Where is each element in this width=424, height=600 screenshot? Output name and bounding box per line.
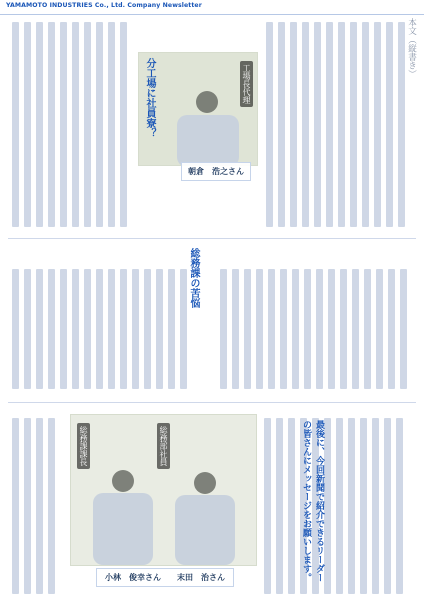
text-placeholder <box>120 22 127 227</box>
text-placeholder <box>290 22 297 227</box>
bottom-left-text-column <box>10 414 66 599</box>
text-placeholder <box>84 269 91 389</box>
text-placeholder <box>288 418 295 594</box>
section-divider <box>8 238 416 239</box>
photo-person-shirt <box>177 115 239 166</box>
body-note: 本文（縦書き） <box>406 18 417 79</box>
text-placeholder <box>220 269 227 389</box>
photo-person-head-left <box>112 470 134 492</box>
text-placeholder <box>96 269 103 389</box>
text-placeholder <box>314 22 321 227</box>
newsletter-brand: YAMAMOTO INDUSTRIES Co., Ltd. Company Newsletter <box>6 2 202 9</box>
bottom-right-text-column <box>260 414 416 599</box>
text-placeholder <box>132 269 139 389</box>
text-placeholder <box>12 269 19 389</box>
text-placeholder <box>374 22 381 227</box>
photo-role-tag: 工場長代理 <box>240 61 253 107</box>
text-placeholder <box>84 22 91 227</box>
text-placeholder <box>256 269 263 389</box>
text-placeholder <box>292 269 299 389</box>
section-heading-top-left: 分工場に社員寮？ <box>144 58 155 138</box>
text-placeholder <box>264 418 271 594</box>
text-placeholder <box>48 22 55 227</box>
text-placeholder <box>108 22 115 227</box>
photo-role-tag-right: 総務部社員 <box>157 423 170 469</box>
text-placeholder <box>108 269 115 389</box>
text-placeholder <box>336 418 343 594</box>
text-placeholder <box>278 22 285 227</box>
text-placeholder <box>280 269 287 389</box>
section-divider <box>8 402 416 403</box>
section-heading-bottom-right: 最後に、今回新聞で紹介できるリーダーの皆さんにメッセージをお願いします。 <box>301 420 324 582</box>
text-placeholder <box>348 418 355 594</box>
text-placeholder <box>168 269 175 389</box>
text-placeholder <box>398 22 405 227</box>
name-caption: 朝倉 浩之さん <box>181 162 251 181</box>
text-placeholder <box>12 22 19 227</box>
text-placeholder <box>244 269 251 389</box>
text-placeholder <box>388 269 395 389</box>
text-placeholder <box>268 269 275 389</box>
text-placeholder <box>36 269 43 389</box>
photo-person-shirt-right <box>175 495 235 565</box>
text-placeholder <box>24 418 31 594</box>
top-right-text-column <box>262 18 416 233</box>
text-placeholder <box>36 22 43 227</box>
text-placeholder <box>72 22 79 227</box>
text-placeholder <box>12 418 19 594</box>
text-placeholder <box>372 418 379 594</box>
text-placeholder <box>362 22 369 227</box>
text-placeholder <box>302 22 309 227</box>
photo-person-shirt-left <box>93 493 153 565</box>
text-placeholder <box>24 269 31 389</box>
text-placeholder <box>376 269 383 389</box>
text-placeholder <box>72 269 79 389</box>
text-placeholder <box>48 269 55 389</box>
text-placeholder <box>120 269 127 389</box>
photo-person-head-right <box>194 472 216 494</box>
middle-text-block <box>10 265 414 395</box>
text-placeholder <box>364 269 371 389</box>
photo-person-head <box>196 91 218 113</box>
text-placeholder <box>400 269 407 389</box>
photo-role-tag-left: 総務課課長 <box>77 423 90 469</box>
newsletter-header <box>0 0 424 15</box>
text-placeholder <box>276 418 283 594</box>
text-placeholder <box>384 418 391 594</box>
text-placeholder <box>266 22 273 227</box>
text-placeholder <box>96 22 103 227</box>
text-placeholder <box>48 418 55 594</box>
text-placeholder <box>360 418 367 594</box>
bottom-left-photo <box>70 414 257 566</box>
text-placeholder <box>338 22 345 227</box>
text-placeholder <box>352 269 359 389</box>
text-placeholder <box>396 418 403 594</box>
text-placeholder <box>60 22 67 227</box>
text-placeholder <box>144 269 151 389</box>
top-left-text-column <box>10 18 134 233</box>
text-placeholder <box>60 269 67 389</box>
text-placeholder <box>232 269 239 389</box>
text-placeholder <box>180 269 187 389</box>
text-placeholder <box>386 22 393 227</box>
section-heading-middle: 総務課の苦悩 <box>188 248 199 308</box>
names-caption: 小林 俊幸さん 末田 治さん <box>96 568 234 587</box>
text-placeholder <box>316 269 323 389</box>
text-placeholder <box>36 418 43 594</box>
text-placeholder <box>350 22 357 227</box>
text-placeholder <box>340 269 347 389</box>
text-placeholder <box>156 269 163 389</box>
text-placeholder <box>24 22 31 227</box>
text-placeholder <box>326 22 333 227</box>
text-placeholder <box>304 269 311 389</box>
text-placeholder <box>328 269 335 389</box>
